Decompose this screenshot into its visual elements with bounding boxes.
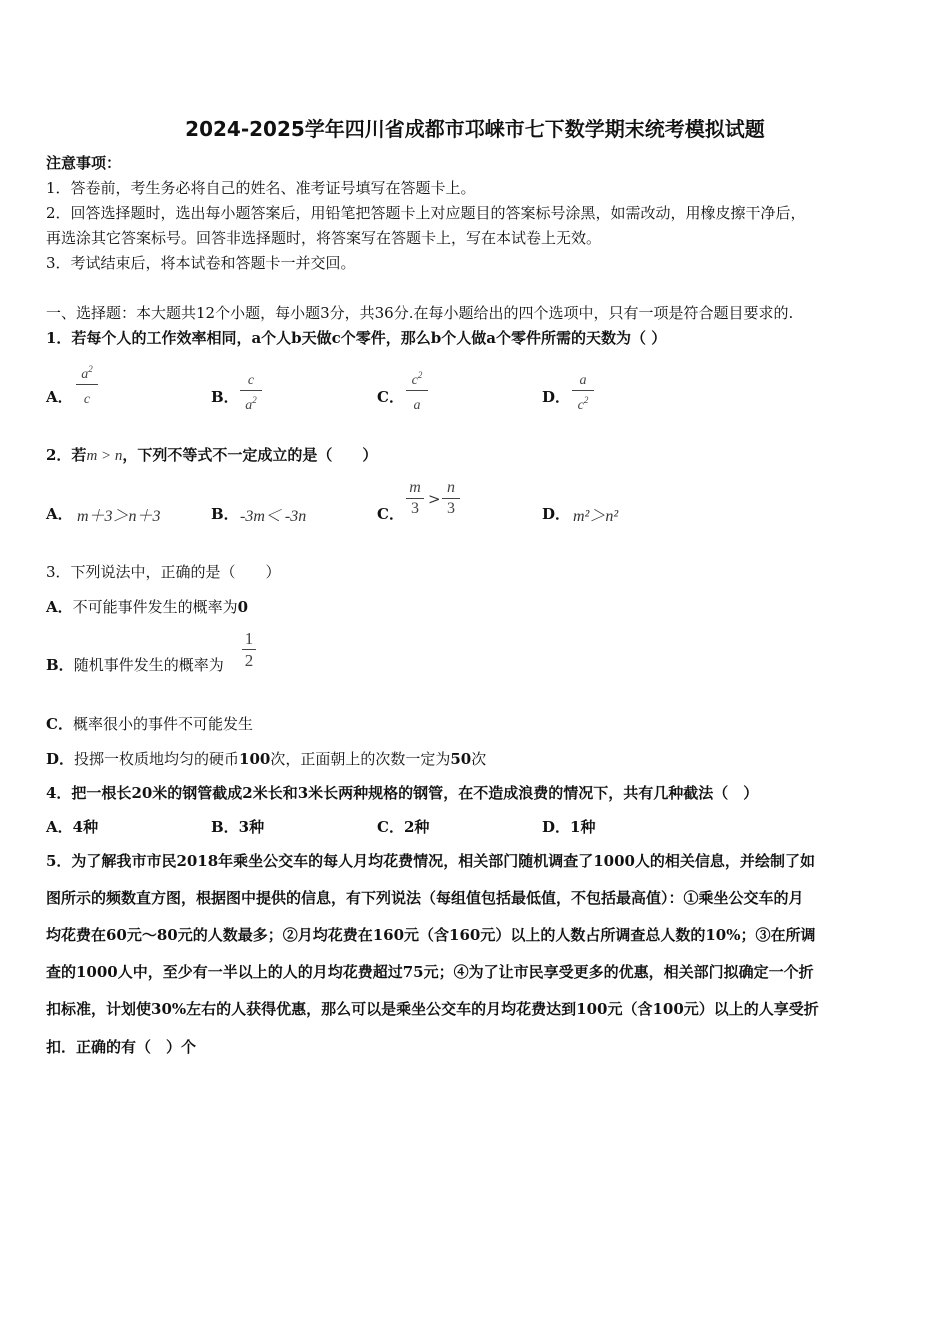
question-1-stem: 1．若每个人的工作效率相同，a个人b天做c个零件，那么b个人做a个零件所需的天数为（ ） [46, 329, 667, 347]
q4-option-b: B．3种 [211, 818, 265, 836]
q1-option-c-fraction: $c^2$ a [406, 367, 428, 414]
notice-item: 再选涂其它答案标号。回答非选择题时，将答案写在答题卡上，写在本试卷上无效。 [46, 229, 602, 247]
notice-item: 1．答卷前，考生务必将自己的姓名、准考证号填写在答题卡上。 [46, 179, 476, 197]
q3-option-c: C．概率很小的事件不可能发生 [46, 715, 253, 733]
q2-option-c-fraction-right: n 3 [442, 479, 460, 518]
q2-option-b-label: B． [211, 505, 239, 523]
section-heading: 一、选择题：本大题共12个小题，每小题3分，共36分.在每小题给出的四个选项中，只有一项是符合题目要求的. [46, 304, 794, 322]
q4-option-a: A．4种 [46, 818, 99, 836]
q2-option-c-label: C． [377, 505, 404, 523]
question-3-stem: 3．下列说法中，正确的是（ ） [46, 563, 281, 581]
q1-option-d-label: D． [542, 388, 571, 406]
q4-option-c: C．2种 [377, 818, 430, 836]
q4-option-d: D．1种 [542, 818, 596, 836]
notice-item: 2．回答选择题时，选出每小题答案后，用铅笔把答题卡上对应题目的答案标号涂黑，如需改动，用橡皮擦干净后， [46, 204, 806, 222]
q2-option-d: m²＞n² [573, 508, 619, 525]
q1-option-a-label: A． [46, 388, 73, 406]
q3-option-d: D．投掷一枚质地均匀的硬币100次，正面朝上的次数一定为50次 [46, 750, 487, 768]
q2-option-b: -3m＜ -3n [240, 508, 307, 525]
question-2-stem: 2．若m > n，下列不等式不一定成立的是（ ） [46, 446, 378, 464]
question-5-line: 图所示的频数直方图，根据图中提供的信息，有下列说法（每组值包括最低值，不包括最高值）：①乘坐公交车的月 [46, 889, 804, 907]
q3-option-a: A．不可能事件发生的概率为0 [46, 598, 249, 616]
q2-option-a: m＋3＞n＋3 [77, 508, 161, 525]
q1-option-a-fraction: $a^2$ c [76, 361, 98, 408]
q3-option-b-fraction: 1 2 [242, 629, 256, 670]
question-5-line: 扣．正确的有（ ）个 [46, 1038, 197, 1056]
question-5-line: 均花费在60元～80元的人数最多；②月均花费在160元（含160元）以上的人数占所调查总人数的10%；③在所调 [46, 926, 816, 944]
notice-heading: 注意事项： [46, 154, 122, 172]
q2-option-c-operator: > [428, 490, 441, 508]
q1-option-c-label: C． [377, 388, 404, 406]
q2-option-a-label: A． [46, 505, 73, 523]
question-5-line: 5．为了解我市市民2018年乘坐公交车的每人月均花费情况，相关部门随机调查了1000人的相关信息，并绘制了如 [46, 852, 815, 870]
q2-option-d-label: D． [542, 505, 571, 523]
q1-option-d-fraction: a $c^2$ [572, 367, 594, 414]
q1-option-b-label: B． [211, 388, 239, 406]
q3-option-b: B．随机事件发生的概率为 [46, 656, 224, 674]
question-5-line: 扣标准，计划使30%左右的人获得优惠，那么可以是乘坐公交车的月均花费达到100元（含100元）以上的人享受折 [46, 1000, 819, 1018]
q2-option-c-fraction-left: m 3 [406, 479, 424, 518]
question-4-stem: 4．把一根长20米的钢管截成2米长和3米长两种规格的钢管，在不造成浪费的情况下，共有几种截法（ ） [46, 784, 759, 802]
question-5-line: 查的1000人中，至少有一半以上的人的月均花费超过75元；④为了让市民享受更多的优惠，相关部门拟确定一个折 [46, 963, 814, 981]
page-title: 2024-2025学年四川省成都市邛崃市七下数学期末统考模拟试题 [185, 117, 765, 141]
notice-item: 3．考试结束后，将本试卷和答题卡一并交回。 [46, 254, 356, 272]
q1-option-b-fraction: c $a^2$ [240, 367, 262, 414]
